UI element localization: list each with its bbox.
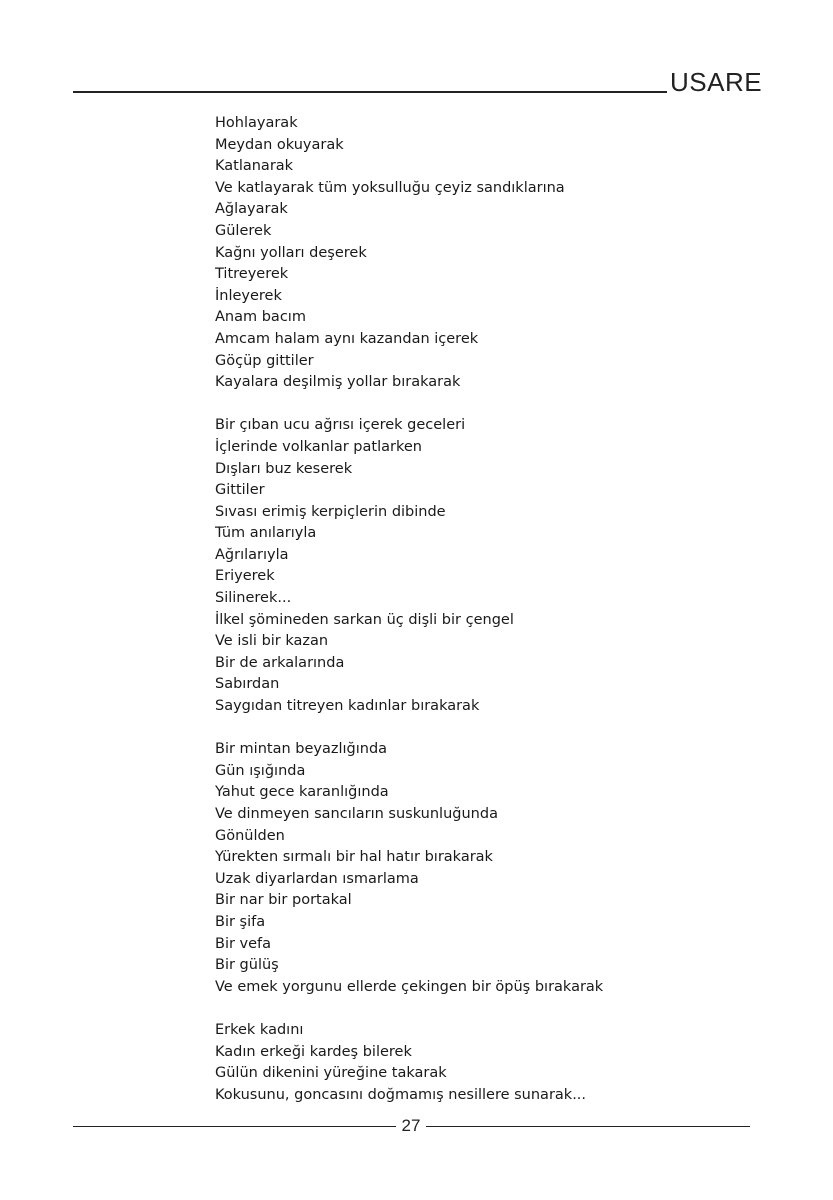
poem-line: Ve dinmeyen sancıların suskunluğunda [215, 806, 498, 822]
poem-line: Göçüp gittiler [215, 352, 314, 369]
poem-line: Kayalara deşilmiş yollar bırakarak [215, 374, 461, 391]
poem-line: Tüm anılarıyla [215, 525, 317, 542]
poem-line: Ve emek yorgunu ellerde çekingen bir öpüş bırakarak [215, 978, 604, 995]
poem-line: Yahut gece karanlığında [215, 784, 389, 801]
poem-line: Bir şifa [215, 913, 266, 930]
poem-line: Gülün dikenini yüreğine takarak [215, 1065, 447, 1082]
poem-line: Bir gülüş [215, 957, 279, 974]
header-rule [73, 91, 667, 93]
poem-line: İlkel şömineden sarkan üç dişli bir çengel [215, 611, 514, 628]
poem-line: Katlanarak [215, 158, 294, 175]
poem-line: Ve katlayarak tüm yoksulluğu çeyiz sandıklarına [215, 179, 565, 196]
poem-body [215, 113, 775, 1106]
stanza [215, 113, 775, 394]
footer-rule-left [73, 1126, 396, 1127]
poem-line: Erkek kadını [215, 1021, 304, 1038]
poem-line: Bir çıban ucu ağrısı içerek geceleri [215, 417, 466, 434]
poem-line: İnleyerek [215, 287, 282, 304]
poem-line: Uzak diyarlardan ısmarlama [215, 870, 419, 887]
stanza [215, 1020, 775, 1106]
poem-line: Gönülden [215, 827, 285, 844]
poem-line: Ağlayarak [215, 201, 288, 218]
poem-line: Gün ışığında [215, 762, 306, 779]
poem-line: Bir nar bir portakal [215, 892, 352, 909]
poem-line: Sıvası erimiş kerpiçlerin dibinde [215, 503, 446, 520]
footer-rule-right [426, 1126, 750, 1127]
poem-line: Bir de arkalarında [215, 654, 345, 671]
poem-line: Ve isli bir kazan [215, 633, 329, 650]
poem-line: İçlerinde volkanlar patlarken [215, 438, 422, 455]
poem-line: Titreyerek [215, 266, 289, 283]
poem-line: Gülerek [215, 222, 272, 239]
poem-line: Silinerek... [215, 590, 292, 607]
stanza [215, 739, 775, 998]
stanza [215, 415, 775, 717]
poem-line: Kadın erkeği kardeş bilerek [215, 1043, 412, 1060]
poem-line: Anam bacım [215, 309, 306, 326]
poem-line: Kağnı yolları deşerek [215, 244, 367, 261]
poem-line: Amcam halam aynı kazandan içerek [215, 330, 479, 347]
running-header-title: USARE [670, 67, 763, 97]
poem-line: Sabırdan [215, 676, 280, 693]
page-number: 27 [401, 1116, 421, 1135]
poem-line: Dışları buz keserek [215, 460, 353, 477]
poem-line: Kokusunu, goncasını doğmamış nesillere sunarak... [215, 1086, 587, 1103]
poem-line: Bir mintan beyazlığında [215, 741, 388, 758]
poem-line: Eriyerek [215, 568, 275, 585]
poem-line: Ağrılarıyla [215, 546, 289, 563]
poem-line: Meydan okuyarak [215, 136, 344, 153]
poem-line: Hohlayarak [215, 115, 298, 131]
poem-line: Bir vefa [215, 935, 272, 952]
poem-line: Saygıdan titreyen kadınlar bırakarak [215, 698, 480, 715]
poem-line: Yürekten sırmalı bir hal hatır bırakarak [215, 849, 493, 866]
poem-line: Gittiler [215, 482, 265, 499]
